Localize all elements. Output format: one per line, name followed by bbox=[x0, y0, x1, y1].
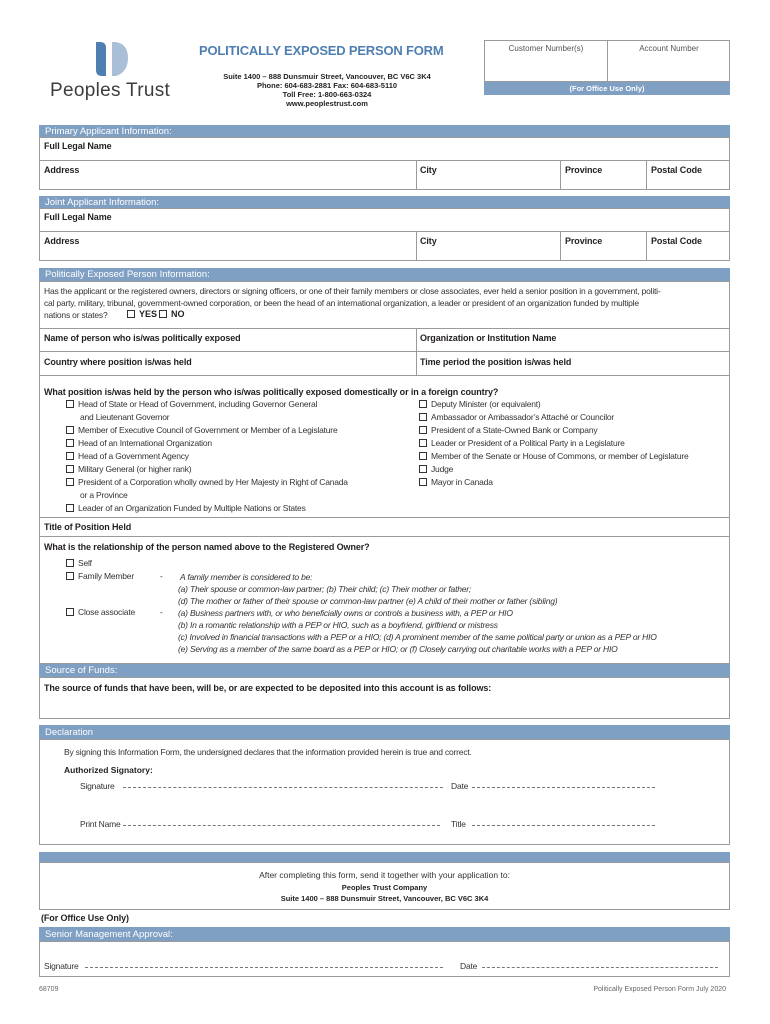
checkbox-icon[interactable] bbox=[66, 504, 74, 512]
approval-signature-label: Signature bbox=[44, 961, 79, 971]
checkbox-icon[interactable] bbox=[419, 439, 427, 447]
pep-heading: Politically Exposed Person Information: bbox=[45, 269, 210, 280]
approval-header bbox=[39, 927, 730, 941]
option-gov-agency[interactable] bbox=[66, 451, 189, 461]
no-checkbox-icon[interactable] bbox=[159, 310, 167, 318]
brand-name: Peoples Trust bbox=[50, 80, 171, 101]
relationship-self[interactable] bbox=[66, 558, 92, 568]
checkbox-icon[interactable] bbox=[66, 572, 74, 580]
family-def-line-3: (d) The mother or father of their spouse or common-law partner (e) A child of their mother or father (sibling) bbox=[178, 596, 558, 606]
pep-time-label: Time period the position is/was held bbox=[420, 357, 572, 367]
primary-province-label: Province bbox=[565, 165, 603, 175]
joint-postal-label: Postal Code bbox=[651, 236, 702, 246]
option-multinational-org[interactable] bbox=[66, 503, 306, 513]
joint-full-name-label: Full Legal Name bbox=[44, 212, 112, 222]
option-state-bank[interactable] bbox=[419, 425, 597, 435]
checkbox-icon[interactable] bbox=[419, 400, 427, 408]
close-def-line-4: (e) Serving as a member of the same board as a PEP or HIO; or (f) Closely carrying out charitable works with a PEP or HIO bbox=[178, 644, 618, 654]
primary-postal-label: Postal Code bbox=[651, 165, 702, 175]
office-use-label: (For Office Use Only) bbox=[569, 84, 645, 93]
option-head-of-state-cont: and Lieutenant Governor bbox=[80, 412, 170, 422]
option-senate-member[interactable] bbox=[419, 451, 689, 461]
office-use-only-label: (For Office Use Only) bbox=[41, 913, 129, 923]
relationship-close-associate[interactable] bbox=[66, 607, 135, 617]
option-label: Deputy Minister (or equivalent) bbox=[431, 399, 541, 409]
print-name-label: Print Name bbox=[80, 819, 121, 829]
option-label: President of a State-Owned Bank or Company bbox=[431, 425, 598, 435]
primary-city-label: City bbox=[420, 165, 437, 175]
signature-label: Signature bbox=[80, 781, 115, 791]
pep-name-label: Name of person who is/was politically exposed bbox=[44, 333, 241, 343]
send-instruction: After completing this form, send it together with your application to: bbox=[259, 870, 510, 880]
title-label: Title bbox=[451, 819, 466, 829]
option-crown-corporation-cont: or a Province bbox=[80, 490, 128, 500]
header-tollfree: Toll Free: 1-800-663-0324 bbox=[282, 90, 372, 99]
option-intl-org[interactable] bbox=[66, 438, 212, 448]
self-label: Self bbox=[78, 558, 92, 568]
joint-full-name-input[interactable] bbox=[130, 210, 725, 228]
approval-heading: Senior Management Approval: bbox=[45, 928, 173, 940]
option-label: Judge bbox=[431, 464, 454, 474]
close-dash: - bbox=[160, 607, 163, 617]
option-label: Mayor in Canada bbox=[431, 477, 493, 487]
funds-input[interactable] bbox=[42, 697, 727, 717]
header-phone: Phone: 604-683-2881 Fax: 604-683-5110 bbox=[256, 81, 398, 90]
joint-city-label: City bbox=[420, 236, 437, 246]
pep-question-line-2: cal party, military, tribunal, government-owned corporation, or been the head of an international organization, a leader or president of an organization funded by multiple bbox=[44, 298, 639, 308]
family-dash: - bbox=[160, 571, 163, 581]
customer-number-field[interactable] bbox=[487, 55, 605, 79]
relationship-family[interactable] bbox=[66, 571, 134, 581]
checkbox-icon[interactable] bbox=[66, 608, 74, 616]
pep-question-line-1: Has the applicant or the registered owners, directors or signing officers, or one of their family members or close associates, ever held a senior position in a government, politi- bbox=[44, 286, 661, 296]
primary-applicant-heading: Primary Applicant Information: bbox=[45, 125, 172, 137]
yes-checkbox-icon[interactable] bbox=[127, 310, 135, 318]
option-crown-corporation[interactable] bbox=[66, 477, 348, 487]
option-label: Head of a Government Agency bbox=[78, 451, 189, 461]
close-def-line-3: (c) Involved in financial transactions with a PEP or a HIO; (d) A prominent member of the same political party or union as a PEP or HIO bbox=[178, 632, 657, 642]
page-title: POLITICALLY EXPOSED PERSON FORM bbox=[199, 43, 444, 58]
option-military-general[interactable] bbox=[66, 464, 191, 474]
declaration-date-field[interactable] bbox=[451, 781, 655, 791]
joint-postal-input[interactable] bbox=[648, 247, 728, 259]
checkbox-icon[interactable] bbox=[66, 559, 74, 567]
declaration-heading: Declaration bbox=[45, 726, 94, 738]
option-mayor[interactable] bbox=[419, 477, 493, 487]
checkbox-icon[interactable] bbox=[419, 465, 427, 473]
office-use-bar bbox=[484, 82, 730, 95]
primary-city-input[interactable] bbox=[418, 176, 558, 188]
primary-address-label: Address bbox=[44, 165, 80, 175]
close-label: Close associate bbox=[78, 607, 136, 617]
declaration-statement: By signing this Information Form, the undersigned declares that the information provided herein is true and correct. bbox=[64, 747, 472, 757]
pep-question-line-3: nations or states? bbox=[44, 310, 108, 320]
primary-full-name-label: Full Legal Name bbox=[44, 141, 112, 151]
account-number-label: Account Number bbox=[639, 44, 699, 53]
declaration-signature-field[interactable] bbox=[80, 781, 443, 791]
authorized-signatory-label: Authorized Signatory: bbox=[64, 765, 153, 775]
option-executive-council[interactable] bbox=[66, 425, 337, 435]
account-number-field[interactable] bbox=[610, 55, 728, 79]
yes-label: YES bbox=[139, 309, 158, 319]
footer-form-code: 68709 bbox=[39, 986, 59, 993]
approval-date-label: Date bbox=[460, 961, 478, 971]
approval-signature-field[interactable] bbox=[44, 961, 443, 971]
close-def-line-2: (b) In a romantic relationship with a PEP or HIO, such as a boyfriend, girlfriend or mistress bbox=[178, 620, 498, 630]
relationship-question: What is the relationship of the person named above to the Registered Owner? bbox=[44, 542, 370, 552]
primary-postal-input[interactable] bbox=[648, 176, 728, 188]
option-label: Head of an International Organization bbox=[78, 438, 212, 448]
option-label: Ambassador or Ambassador’s Attaché or Councilor bbox=[431, 412, 615, 422]
family-label: Family Member bbox=[78, 571, 134, 581]
option-ambassador[interactable] bbox=[419, 412, 614, 422]
checkbox-icon[interactable] bbox=[419, 413, 427, 421]
joint-city-input[interactable] bbox=[418, 247, 558, 259]
peoples-trust-logo-icon bbox=[50, 40, 180, 80]
pep-yes-option[interactable] bbox=[127, 309, 157, 319]
header-address: Suite 1400 – 888 Dunsmuir Street, Vancouver, BC V6C 3K4 bbox=[223, 72, 431, 81]
send-address: Suite 1400 – 888 Dunsmuir Street, Vancouver, BC V6C 3K4 bbox=[280, 894, 489, 903]
pep-header bbox=[39, 268, 730, 281]
date-label: Date bbox=[451, 781, 469, 791]
title-of-position-label: Title of Position Held bbox=[44, 522, 132, 532]
checkbox-icon[interactable] bbox=[419, 452, 427, 460]
declaration-title-field[interactable] bbox=[451, 819, 655, 829]
customer-number-label: Customer Number(s) bbox=[508, 44, 584, 53]
checkbox-icon[interactable] bbox=[419, 426, 427, 434]
option-label: President of a Corporation wholly owned by Her Majesty in Right of Canada bbox=[78, 477, 348, 487]
option-label: Leader of an Organization Funded by Multiple Nations or States bbox=[78, 503, 306, 513]
option-label: Member of the Senate or House of Commons, or member of Legislature bbox=[431, 451, 689, 461]
footer-form-date: Politically Exposed Person Form July 2020 bbox=[593, 986, 726, 993]
header-web: www.peoplestrust.com bbox=[286, 99, 368, 108]
pep-no-option[interactable] bbox=[159, 309, 185, 319]
option-label: Military General (or higher rank) bbox=[78, 464, 192, 474]
approval-date-field[interactable] bbox=[460, 961, 718, 971]
no-label: NO bbox=[171, 309, 185, 319]
option-deputy-minister[interactable] bbox=[419, 399, 541, 409]
family-def-line-1: A family member is considered to be: bbox=[180, 572, 313, 582]
checkbox-icon[interactable] bbox=[66, 452, 74, 460]
joint-province-label: Province bbox=[565, 236, 603, 246]
checkbox-icon[interactable] bbox=[66, 439, 74, 447]
primary-province-input[interactable] bbox=[562, 176, 644, 188]
checkbox-icon[interactable] bbox=[66, 400, 74, 408]
option-party-leader[interactable] bbox=[419, 438, 625, 448]
declaration-header bbox=[39, 725, 730, 739]
send-divider-bar bbox=[39, 852, 730, 862]
joint-address-input[interactable] bbox=[42, 247, 412, 259]
joint-address-label: Address bbox=[44, 236, 80, 246]
option-judge[interactable] bbox=[419, 464, 453, 474]
option-label: Head of State or Head of Government, including Governor General bbox=[78, 399, 318, 409]
funds-header bbox=[39, 664, 730, 677]
checkbox-icon[interactable] bbox=[419, 478, 427, 486]
joint-applicant-header bbox=[39, 196, 730, 208]
primary-full-name-input[interactable] bbox=[130, 139, 725, 157]
option-label: Leader or President of a Political Party in a Legislature bbox=[431, 438, 625, 448]
option-label: Member of Executive Council of Government or Member of a Legislature bbox=[78, 425, 338, 435]
logo bbox=[50, 40, 180, 102]
funds-question: The source of funds that have been, will be, or are expected to be deposited into this account is as follows: bbox=[44, 683, 492, 693]
checkbox-icon[interactable] bbox=[66, 426, 74, 434]
pep-org-label: Organization or Institution Name bbox=[420, 333, 557, 343]
send-company: Peoples Trust Company bbox=[341, 883, 428, 892]
declaration-print-name-field[interactable] bbox=[80, 819, 440, 829]
approval-box bbox=[39, 941, 730, 977]
pep-country-label: Country where position is/was held bbox=[44, 357, 192, 367]
checkbox-icon[interactable] bbox=[66, 465, 74, 473]
joint-province-input[interactable] bbox=[562, 247, 644, 259]
joint-applicant-heading: Joint Applicant Information: bbox=[45, 196, 160, 208]
primary-address-input[interactable] bbox=[42, 176, 412, 188]
checkbox-icon[interactable] bbox=[66, 478, 74, 486]
primary-applicant-header bbox=[39, 125, 730, 137]
office-use-box bbox=[484, 40, 730, 82]
family-def-line-2: (a) Their spouse or common-law partner; (b) Their child; (c) Their mother or father; bbox=[178, 584, 472, 594]
close-def-line-1: (a) Business partners with, or who beneficially owns or controls a business with, a PEP or HIO bbox=[178, 608, 513, 618]
position-question: What position is/was held by the person who is/was politically exposed domestically or in a foreign country? bbox=[44, 387, 499, 397]
funds-heading: Source of Funds: bbox=[45, 665, 118, 676]
option-head-of-state[interactable] bbox=[66, 399, 317, 409]
